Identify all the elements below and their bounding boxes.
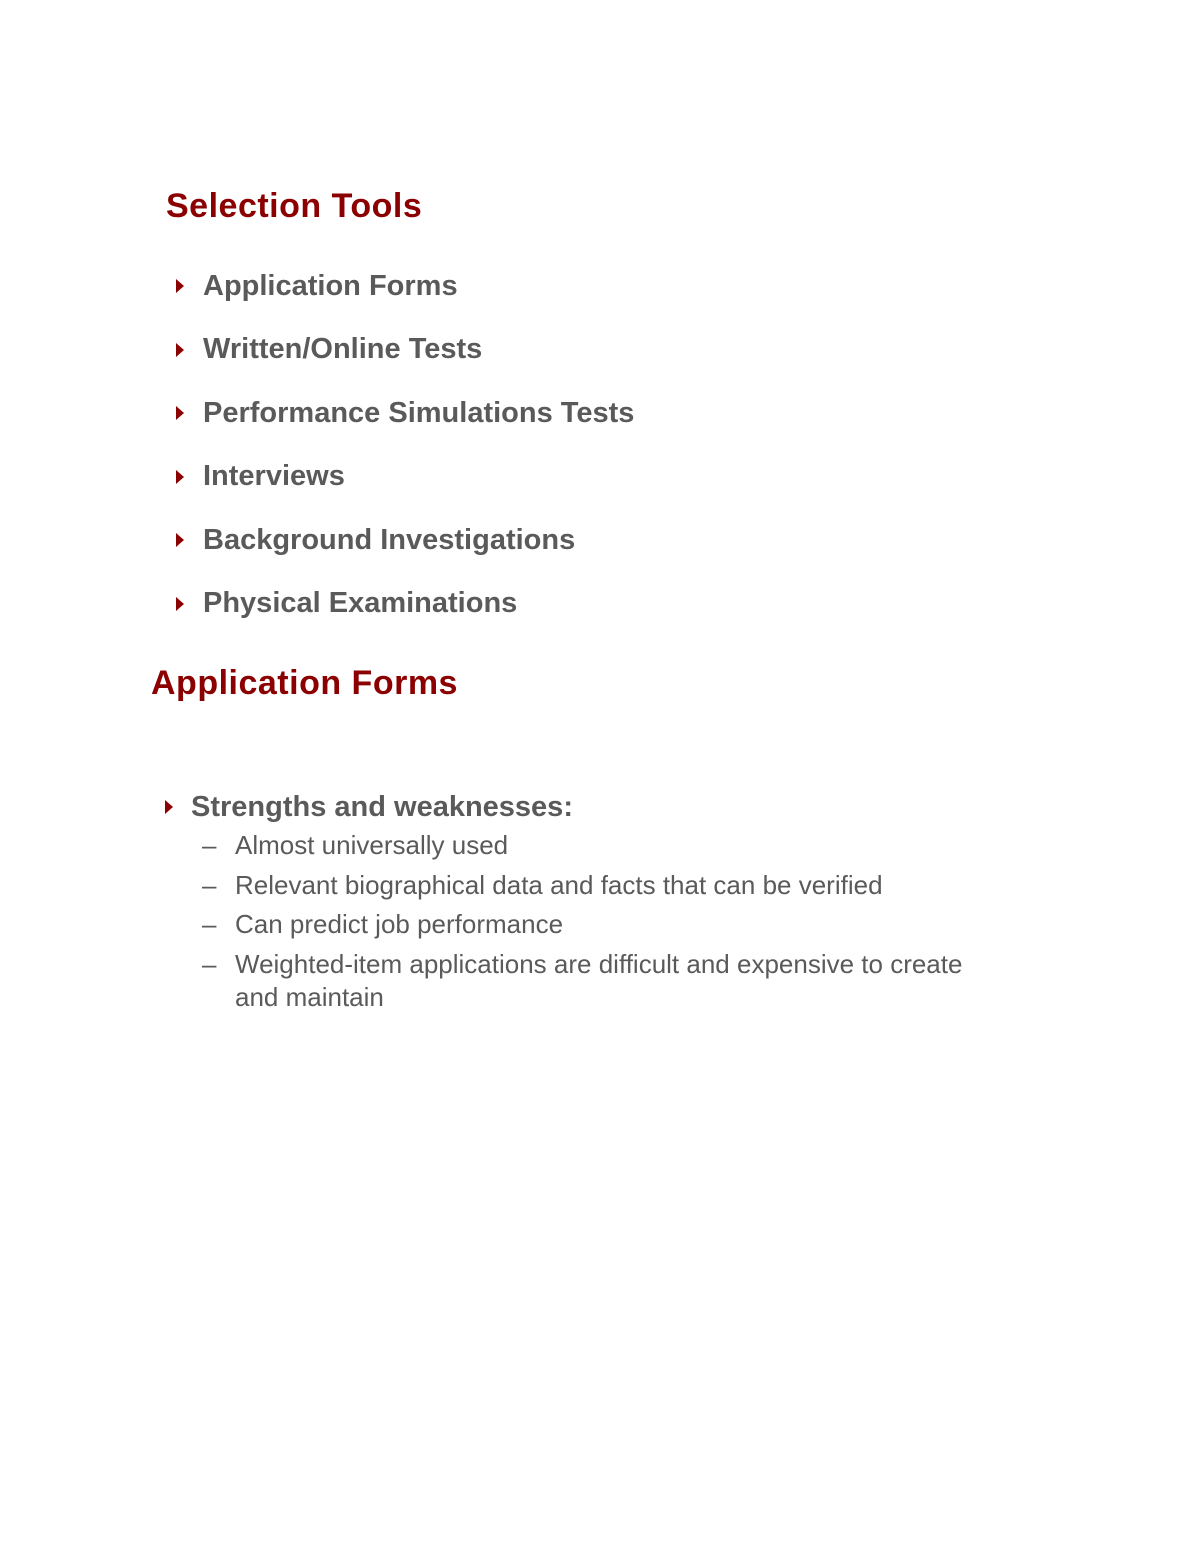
list-item-text: Weighted-item applications are difficult and expensive to create and maintain <box>235 948 963 1012</box>
list-item <box>165 948 1005 1014</box>
list-item-label: Interviews <box>203 460 345 493</box>
list-item-label: Performance Simulations Tests <box>203 396 635 429</box>
triangle-right-icon <box>176 343 184 357</box>
triangle-right-icon <box>176 470 184 484</box>
list-item-text: Relevant biographical data and facts that can be verified <box>235 869 883 900</box>
dash-bullet: – <box>202 869 217 900</box>
list-item <box>176 457 634 497</box>
list-item-text: Almost universally used <box>235 830 509 860</box>
section-title-selection-tools: Selection Tools <box>166 187 423 225</box>
dash-bullet: – <box>202 830 217 860</box>
strengths-weaknesses-label: Strengths and weaknesses: <box>191 790 573 823</box>
triangle-right-icon <box>176 279 184 293</box>
section-title-application-forms: Application Forms <box>151 664 458 702</box>
list-item <box>176 584 634 624</box>
triangle-right-icon <box>176 533 184 547</box>
list-item-label: Application Forms <box>203 269 458 302</box>
list-item-label: Background Investigations <box>203 523 576 556</box>
triangle-right-icon <box>176 597 184 611</box>
list-item <box>176 330 634 370</box>
list-item <box>165 869 1005 902</box>
list-item <box>176 393 634 433</box>
list-item <box>165 829 1005 862</box>
list-item-label: Physical Examinations <box>203 587 518 620</box>
list-item <box>165 908 1005 941</box>
dash-bullet: – <box>202 948 217 979</box>
list-item <box>176 520 634 560</box>
selection-tools-list <box>176 266 634 648</box>
list-item-label: Written/Online Tests <box>203 333 483 366</box>
triangle-right-icon <box>176 406 184 420</box>
list-item-text: Can predict job performance <box>235 909 564 939</box>
strengths-weaknesses-heading <box>165 787 1005 827</box>
dash-bullet: – <box>202 909 217 939</box>
triangle-right-icon <box>165 800 173 814</box>
strengths-weaknesses-list <box>165 829 1005 1014</box>
strengths-weaknesses-section <box>165 787 1005 1020</box>
list-item <box>176 266 634 306</box>
